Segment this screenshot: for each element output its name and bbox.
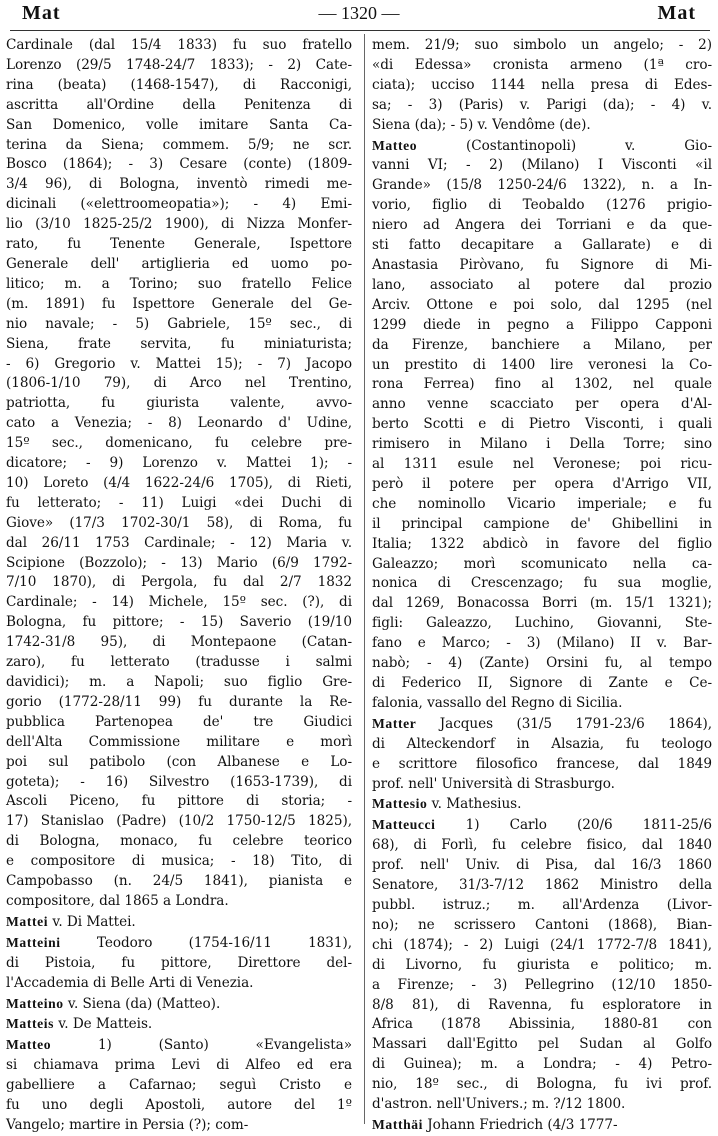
entry-text: v. De Matteis. (53, 1016, 153, 1033)
entry-text: rina (beata) (1468-1547), di Racconigi, (6, 76, 352, 93)
entry-text: 7/10 1870), di Pergola, fu dal 2/7 1832 (6, 574, 352, 591)
entry-line (372, 96, 712, 116)
entry-headword: Matteis (6, 1016, 54, 1032)
entry-text: 8/8 81), di Ravenna, fu esploratore in (372, 996, 712, 1013)
entry-line (372, 336, 712, 356)
entry-line (6, 514, 352, 534)
entry-line (6, 733, 352, 753)
entry-text: falonia, vassallo del Regno di Sicilia. (372, 694, 623, 711)
entry-text: rona Ferrea) fino al 1302, nel quale (372, 376, 712, 393)
dictionary-entry (6, 994, 352, 1015)
entry-line (6, 673, 352, 693)
entry-text: si chiamava prima Levi di Alfeo ed era (6, 1057, 352, 1074)
entry-text: nonica di Crescenzago; fu sua moglie, (372, 575, 712, 592)
entry-text: terina da Siena; commem. 5/9; ne scr. (6, 136, 352, 153)
entry-text: Campobasso (n. 24/5 1841), pianista e (6, 873, 352, 890)
entry-headword: Matthäi (372, 1116, 424, 1132)
entry-text: gabelliere a Cafarnao; seguì Cristo e (6, 1077, 352, 1094)
entry-headword: Matter (372, 715, 417, 731)
entry-line (6, 534, 352, 554)
entry-line (6, 852, 352, 872)
entry-line (6, 693, 352, 713)
page-number: — 1320 — (318, 3, 400, 23)
entry-text: sa; - 3) (Paris) v. Parigi (da); - 4) v. (372, 96, 712, 113)
entry-line (372, 256, 712, 276)
entry-text: gorio (1772-28/11 99) fu durante la Re- (6, 693, 352, 710)
entry-text: 10) Loreto (4/4 1622-24/6 1705), di Rieti, (6, 474, 352, 491)
entry-line (372, 395, 712, 415)
entry-line (372, 236, 712, 256)
entry-line (372, 1095, 712, 1115)
entry-text: fu letterato; - 11) Luigi «dei Duchi di (6, 494, 352, 511)
entry-text: di Bologna, monaco, fu celebre teorico (6, 833, 352, 850)
entry-line (6, 434, 352, 454)
entry-text: Italia; 1322 abdicò in favore del figlio (372, 535, 712, 552)
header-rule (10, 30, 710, 31)
entry-text: di Pistoia, fu pittore, Direttore del- (6, 954, 352, 971)
entry-text: di Alteckendorf in Alsazia, fu teologo (372, 735, 712, 752)
entry-text: un prestito di 1400 lire veronesi la Co- (372, 356, 712, 373)
entry-line (6, 175, 352, 195)
entry-text: 1) (Santo) «Evangelista» (51, 1037, 352, 1054)
entry-text: pubbl. istruz.; m. all'Ardenza (Livor- (372, 896, 712, 913)
entry-line (372, 594, 712, 614)
entry-line (6, 315, 352, 335)
entry-text: chi (1874); - 2) Luigi (24/1 1772-7/8 1841), (372, 936, 712, 953)
entry-text: 1) Carlo (20/6 1811-25/6 (435, 817, 712, 834)
entry-text: dicinali («elettroomeopatia»); - 4) Emi- (6, 196, 352, 213)
entry-line (6, 554, 352, 574)
entry-line (6, 1056, 352, 1076)
entry-text: berto Scotti e di Pietro Visconti, i quali (372, 416, 712, 433)
entry-text: patriotta, fu giurista valente, avvo- (6, 395, 352, 412)
entry-text: Massari dall'Egitto pel Sudan al Golfo (372, 1036, 712, 1053)
entry-text: (1806-1/10 79), di Arco nel Trentino, (6, 375, 352, 392)
entry-text: Arciv. Ottone e poi solo, dal 1295 (nel (372, 296, 712, 313)
entry-line (6, 56, 352, 76)
entry-line (6, 116, 352, 136)
entry-text: però il potere per opera d'Arrigo VII, (372, 475, 712, 492)
entry-line (372, 714, 712, 735)
entry-text: di Guinea); m. a Londra; - 4) Petro- (372, 1056, 712, 1073)
entry-text: Ascoli Piceno, fu pittore di storia; - (6, 793, 352, 810)
entry-text: Anastasia Piròvano, fu Signore di Mi- (372, 256, 712, 273)
entry-text: figli: Galeazzo, Luchino, Giovanni, Ste- (372, 615, 712, 632)
entry-text: lio (3/10 1825-25/2 1900), di Nizza Monfer- (6, 216, 352, 233)
entry-text: Johann Friedrich (4/3 1777- (423, 1116, 618, 1133)
entry-text: poi sul patibolo (con Albanese e Lo- (6, 753, 352, 770)
entry-line (372, 996, 712, 1016)
entry-line (372, 654, 712, 674)
entry-text: al 1311 esule nel Veronese; poi ricu- (372, 456, 712, 473)
entry-text: rimisero in Milano i Della Torre; sino (372, 436, 712, 453)
entry-text: Africa (1878 Abissinia, 1880-81 con (372, 1016, 712, 1033)
entry-text: v. Di Mattei. (48, 913, 136, 930)
entry-text: nio, 18º sec., di Bologna, fu ivi prof. (372, 1076, 712, 1093)
entry-line (6, 255, 352, 275)
entry-text: 1299 diede in pegno a Filippo Capponi (372, 316, 712, 333)
entry-line (372, 276, 712, 296)
entry-line (372, 76, 712, 96)
entry-line (6, 96, 352, 116)
entry-line (6, 155, 352, 175)
entry-line (372, 896, 712, 916)
entry-line (6, 195, 352, 215)
entry-text: fu uno degli Apostoli, autore del 1º (6, 1097, 352, 1114)
entry-line (372, 176, 712, 196)
entry-line (372, 614, 712, 634)
entry-text: (Costantinopoli) v. Gio- (417, 137, 712, 154)
page-header (0, 0, 718, 34)
entry-text: Siena (da); - 5) v. Vendôme (de). (372, 116, 591, 133)
column-divider (364, 34, 365, 1124)
entry-line (372, 936, 712, 956)
entry-line (372, 455, 712, 475)
entry-line (6, 832, 352, 852)
entry-text: Scipione (Bozzolo); - 13) Mario (6/9 1792- (6, 554, 352, 571)
entry-text: «di Edessa» cronista armeno (1ª cro- (372, 56, 712, 73)
entry-line (372, 136, 712, 157)
entry-line (372, 956, 712, 976)
dictionary-entry (372, 815, 712, 1115)
running-head-right: Mat (657, 2, 696, 24)
entry-line (6, 1014, 352, 1035)
entry-line (372, 535, 712, 555)
entry-text: San Domenico, volle imitare Santa Ca- (6, 116, 352, 133)
entry-text: da Firenze, banchiere a Milano, per (372, 336, 712, 353)
entry-text: Cardinale; - 14) Michele, 15º sec. (?), di (6, 594, 352, 611)
entry-text: 3/4 96), di Bologna, inventò rimedi me- (6, 176, 352, 193)
entry-text: cato a Venezia; - 8) Leonardo d' Udine, (6, 415, 352, 432)
entry-line (6, 872, 352, 892)
entry-text: l'Accademia di Belle Arti di Venezia. (6, 974, 254, 991)
entry-line (6, 954, 352, 974)
entry-text: goteta); - 16) Silvestro (1653-1739), di (6, 773, 352, 790)
entry-text: e compositore di musica; - 18) Tito, di (6, 853, 352, 870)
entry-line (372, 876, 712, 896)
entry-line (372, 836, 712, 856)
entry-text: dell'Alta Commissione militare e morì (6, 733, 352, 750)
entry-line (6, 235, 352, 255)
entry-line (6, 912, 352, 933)
entry-text: Cardinale (dal 15/4 1833) fu suo fratello (6, 37, 352, 53)
entry-line (372, 916, 712, 936)
entry-line (6, 792, 352, 812)
entry-line (372, 1055, 712, 1075)
entry-text: ascritta all'Ordine della Penitenza di (6, 96, 352, 113)
entry-text: - 6) Gregorio v. Mattei 15); - 7) Jacopo (6, 355, 352, 372)
entry-headword: Matteini (6, 934, 61, 950)
entry-text: nabò; - 4) (Zante) Orsini fu, al tempo (372, 655, 712, 672)
entry-line (6, 933, 352, 954)
entry-line (372, 1035, 712, 1055)
entry-headword: Mattesio (372, 796, 428, 812)
entry-text: vorio, figlio di Teobaldo (1276 prigio- (372, 197, 712, 214)
entry-headword: Matteo (372, 137, 418, 153)
entry-text: v. Siena (da) (Matteo). (63, 995, 221, 1012)
entry-line (372, 116, 712, 136)
entry-line (6, 613, 352, 633)
entry-text: 17) Stanislao (Padre) (10/2 1750-12/5 1825), (6, 813, 352, 830)
entry-line (6, 1035, 352, 1056)
entry-text: prof. nell' Univ. di Pisa, dal 16/3 1860 (372, 857, 712, 874)
entry-line (6, 295, 352, 315)
entry-line (6, 753, 352, 773)
entry-text: 15º sec., domenicano, fu celebre pre- (6, 435, 352, 452)
entry-text: rato, fu Tenente Generale, Ispettore (6, 236, 352, 253)
entry-text: dicatore; - 9) Lorenzo v. Mattei 1); - (6, 455, 352, 472)
entry-line (6, 773, 352, 793)
entry-line (372, 856, 712, 876)
entry-line (6, 215, 352, 235)
dictionary-entry (6, 912, 352, 933)
entry-line (372, 515, 712, 535)
entry-line (372, 196, 712, 216)
entry-text: prof. nell' Università di Strasburgo. (372, 775, 615, 792)
entry-text: no); ne scrissero Cantoni (1868), Bian- (372, 916, 712, 933)
entry-text: fano e Marco; - 3) (Milano) II v. Bar- (372, 635, 712, 652)
entry-text: davidici); m. a Napoli; suo figlio Gre- (6, 674, 352, 690)
entry-line (6, 974, 352, 994)
entry-text: Teodoro (1754-16/11 1831), (60, 934, 352, 951)
dictionary-entry (372, 714, 712, 795)
entry-line (6, 633, 352, 653)
entry-text: Bologna, fu pittore; - 15) Saverio (19/10 (6, 614, 352, 631)
entry-line (372, 775, 712, 795)
entry-line (6, 573, 352, 593)
entry-line (6, 1096, 352, 1116)
entry-line (372, 415, 712, 435)
entry-line (6, 994, 352, 1015)
entry-line (372, 475, 712, 495)
entry-headword: Matteo (6, 1037, 52, 1053)
entry-line (372, 735, 712, 755)
entry-line (372, 694, 712, 714)
entry-line (6, 36, 352, 56)
entry-text: 68), di Forlì, fu celebre fisico, dal 1840 (372, 837, 712, 854)
entry-text: compositore, dal 1865 a Londra. (6, 892, 229, 909)
entry-line (372, 56, 712, 76)
entry-line (6, 713, 352, 733)
entry-line (372, 36, 712, 56)
entry-line (372, 976, 712, 996)
entry-text: sti fatto decapitare a Gallarate) e di (372, 237, 712, 254)
entry-line (372, 634, 712, 654)
entry-line (372, 495, 712, 515)
dictionary-entry (372, 136, 712, 714)
entry-text: pubblica Partenopea de' tre Giudici (6, 713, 352, 730)
left-column (6, 36, 352, 1136)
right-column (372, 36, 712, 1136)
entry-line (372, 1015, 712, 1035)
entry-line (6, 374, 352, 394)
entry-text: lano, associato al potere dal prozio (372, 276, 712, 293)
entry-line (372, 375, 712, 395)
entry-line (372, 296, 712, 316)
entry-line (372, 674, 712, 694)
entry-text: a Firenze; - 3) Pellegrino (12/10 1850- (372, 976, 712, 993)
entry-text: Siena, frate servita, fu miniaturista; (6, 335, 352, 352)
entry-text: di Livorno, fu giurista e politico; m. (372, 956, 712, 973)
entry-line (372, 794, 712, 815)
entry-line (6, 394, 352, 414)
entry-text: litico; m. a Torino; suo fratello Felice (6, 275, 352, 292)
entry-text: nio navale; - 5) Gabriele, 15º sec., di (6, 315, 352, 332)
entry-line (6, 892, 352, 912)
entry-text: dal 1269, Bonacossa Borri (m. 15/1 1321); (372, 595, 712, 612)
entry-line (372, 1075, 712, 1095)
entry-line (6, 454, 352, 474)
entry-line (372, 435, 712, 455)
entry-text: zaro), fu letterato (tradusse i salmi (6, 654, 352, 671)
entry-text: ciata); ucciso 1144 nella presa di Edes- (372, 76, 712, 93)
entry-line (6, 414, 352, 434)
entry-text: vanni VI; - 2) (Milano) I Visconti «il (372, 157, 712, 174)
entry-text: Vangelo; martire in Persia (?); com- (6, 1116, 249, 1133)
entry-line (372, 574, 712, 594)
entry-text: anno venne scacciato per opera d'Al- (372, 396, 712, 413)
entry-line (372, 555, 712, 575)
entry-line (6, 653, 352, 673)
entry-text: (m. 1891) fu Ispettore Generale del Ge- (6, 295, 352, 312)
dictionary-entry (372, 794, 712, 815)
entry-text: Bosco (1864); - 3) Cesare (conte) (1809- (6, 156, 352, 173)
entry-line (372, 216, 712, 236)
running-head-left: Mat (22, 2, 61, 24)
entry-text: niero ad Angera dei Torriani e da que- (372, 217, 712, 234)
entry-continuation (372, 36, 712, 136)
entry-text: 1742-31/8 95), di Montepaone (Catan- (6, 634, 352, 651)
entry-text: Senatore, 31/3-7/12 1862 Ministro della (372, 877, 712, 894)
dictionary-entry (6, 1014, 352, 1035)
entry-line (6, 275, 352, 295)
entry-line (6, 76, 352, 96)
entry-line (6, 335, 352, 355)
entry-line (372, 356, 712, 376)
entry-text: Generale dell' artiglieria ed uomo po- (6, 255, 352, 272)
entry-line (372, 755, 712, 775)
entry-line (372, 316, 712, 336)
dictionary-entry (6, 1035, 352, 1136)
entry-text: Lorenzo (29/5 1748-24/7 1833); - 2) Cate- (6, 56, 352, 73)
entry-text: d'astron. nell'Univers.; m. ?/12 1800. (372, 1096, 626, 1113)
entry-line (6, 136, 352, 156)
entry-text: v. Mathesius. (427, 796, 522, 813)
entry-text: dal 26/11 1753 Cardinale; - 12) Maria v. (6, 534, 352, 551)
entry-line (372, 815, 712, 836)
entry-text: mem. 21/9; suo simbolo un angelo; - 2) (372, 37, 712, 53)
entry-text: di Federico II, Signore di Zante e Ce- (372, 675, 712, 691)
entry-headword: Matteucci (372, 817, 436, 833)
entry-text: che nominollo Vicario imperiale; e fu (372, 495, 712, 512)
entry-line (6, 1076, 352, 1096)
entry-line (372, 156, 712, 176)
entry-continuation (6, 36, 352, 912)
entry-text: Giove» (17/3 1702-30/1 58), di Roma, fu (6, 514, 352, 531)
entry-headword: Mattei (6, 913, 49, 929)
entry-text: Galeazzo; morì scomunicato nella ca- (372, 555, 712, 572)
entry-line (6, 494, 352, 514)
entry-line (6, 812, 352, 832)
entry-line (6, 355, 352, 375)
entry-line (6, 593, 352, 613)
entry-text: il principal campione de' Ghibellini in (372, 515, 712, 532)
dictionary-entry (6, 933, 352, 994)
entry-line (6, 474, 352, 494)
entry-text: e scrittore filosofico francese, dal 1849 (372, 755, 712, 772)
entry-headword: Matteino (6, 995, 64, 1011)
entry-text: Jacques (31/5 1791-23/6 1864), (416, 715, 712, 732)
entry-text: Grande» (15/8 1250-24/6 1322), n. a In- (372, 177, 712, 194)
